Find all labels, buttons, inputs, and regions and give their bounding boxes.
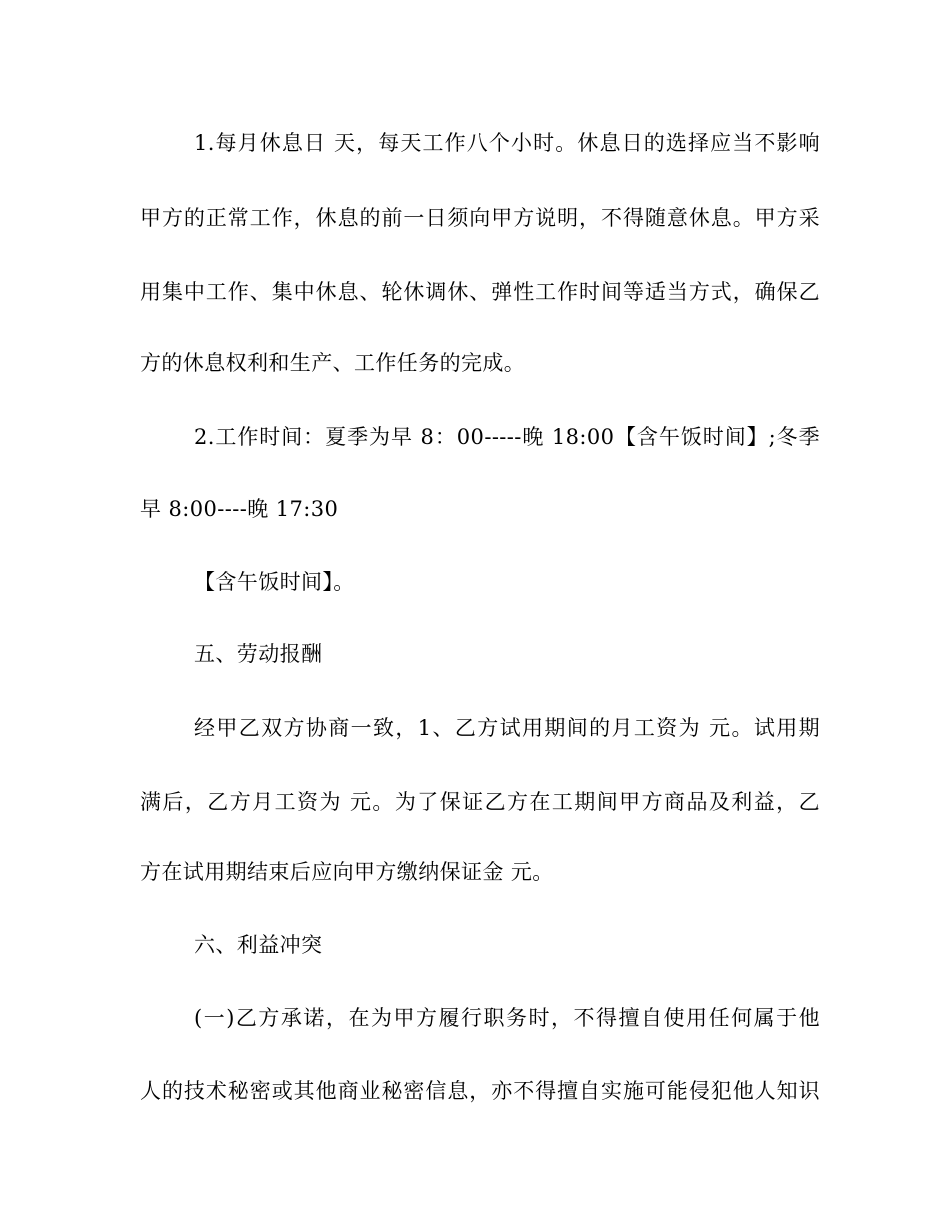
paragraph-line: 用集中工作、集中休息、轮休调休、弹性工作时间等适当方式，确保乙 [140,280,820,304]
paragraph-line: 人的技术秘密或其他商业秘密信息，亦不得擅自实施可能侵犯他人知识 [140,1079,820,1103]
section-heading: 六、利益冲突 [194,933,323,957]
paragraph-line: 方的休息权利和生产、工作任务的完成。 [140,351,526,375]
paragraph-line: 2.工作时间：夏季为早 8：00-----晚 18:00【含午饭时间】;冬季 [194,425,820,449]
paragraph-line: 方在试用期结束后应向甲方缴纳保证金 元。 [140,860,554,884]
paragraph-line: 【含午饭时间】。 [194,570,355,594]
paragraph-line: 早 8:00----晚 17:30 [140,497,339,521]
section-heading: 五、劳动报酬 [194,642,323,666]
paragraph-line: (一)乙方承诺，在为甲方履行职务时，不得擅自使用任何属于他 [194,1006,820,1030]
paragraph-line: 1.每月休息日 天，每天工作八个小时。休息日的选择应当不影响 [194,131,820,155]
paragraph-line: 甲方的正常工作，休息的前一日须向甲方说明，不得随意休息。甲方采 [140,206,820,230]
paragraph-line: 满后，乙方月工资为 元。为了保证乙方在工期间甲方商品及利益，乙 [140,790,820,814]
paragraph-line: 经甲乙双方协商一致，1、乙方试用期间的月工资为 元。试用期 [194,716,820,740]
